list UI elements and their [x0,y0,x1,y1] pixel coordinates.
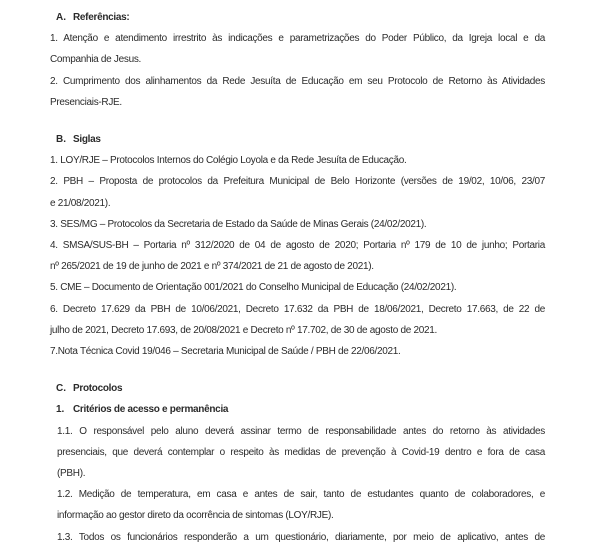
doc-line: 2. Cumprimento dos alinhamentos da Rede Jesuíta de Educação em seu Protocolo de Retorno às Atividades [50,75,545,87]
doc-line: informação ao gestor direto da ocorrência de sintomas (LOY/RJE). [57,510,334,522]
heading-label: Critérios de acesso e permanência [73,404,229,416]
section-c-heading [56,378,545,399]
doc-line: (PBH). [57,468,86,480]
heading-label: Siglas [73,134,101,146]
heading-marker: C. [56,383,66,395]
doc-line: 1.2. Medição de temperatura, em casa e antes de sair, tanto de estudantes quanto de colaboradores, e [57,489,545,501]
doc-line: 1. Atenção e atendimento irrestrito às indicações e parametrizações do Poder Público, da Igreja local e da [50,33,545,45]
section-referencias [50,7,545,113]
doc-line: Presenciais-RJE. [50,96,122,108]
heading-marker: B. [56,134,66,146]
doc-line: 1. LOY/RJE – Protocolos Internos do Colégio Loyola e da Rede Jesuíta de Educação. [50,155,407,167]
heading-marker: 1. [56,404,65,416]
heading-label: Referências: [73,12,130,23]
heading-marker: A. [56,12,66,23]
doc-line: 4. SMSA/SUS-BH – Portaria nº 312/2020 de 04 de agosto de 2020; Portaria nº 179 de 10 de junho; Portaria [50,240,545,252]
doc-line: e 21/08/2021). [50,197,111,209]
doc-line: 3. SES/MG – Protocolos da Secretaria de Estado da Saúde de Minas Gerais (24/02/2021). [50,218,427,230]
doc-line: 5. CME – Documento de Orientação 001/2021 do Conselho Municipal de Educação (24/02/2021). [50,282,457,294]
heading-label: Protocolos [73,383,123,395]
doc-line: presenciais, que deverá contemplar o respeito às medidas de prevenção à Covid-19 dentro e fora de casa [57,446,545,458]
section-siglas [50,129,545,362]
doc-line: julho de 2021, Decreto 17.693, de 20/08/2021 e Decreto nº 17.702, de 30 de agosto de 2021. [50,324,437,336]
section-protocolos [50,378,545,548]
doc-line: 1.3. Todos os funcionários responderão a um questionário, diariamente, por meio de aplicativo, antes de [57,531,545,543]
doc-line: 6. Decreto 17.629 da PBH de 10/06/2021, Decreto 17.632 da PBH de 18/06/2021, Decreto 17.663, de 22 de [50,303,545,315]
doc-line: 2. PBH – Proposta de protocolos da Prefeitura Municipal de Belo Horizonte (versões de 19/02, 10/06, 23/07 [50,176,545,188]
section-a-heading [56,7,545,28]
subsection-1-heading [56,399,545,420]
doc-line: Companhia de Jesus. [50,54,142,66]
doc-line: 7.Nota Técnica Covid 19/046 – Secretaria Municipal de Saúde / PBH de 22/06/2021. [50,346,401,358]
section-b-heading [56,129,545,150]
doc-line: 1.1. O responsável pelo aluno deverá assinar termo de responsabilidade antes do retorno às atividades [57,425,545,437]
doc-line: nº 265/2021 de 19 de junho de 2021 e nº 374/2021 de 21 de agosto de 2021). [50,261,374,273]
